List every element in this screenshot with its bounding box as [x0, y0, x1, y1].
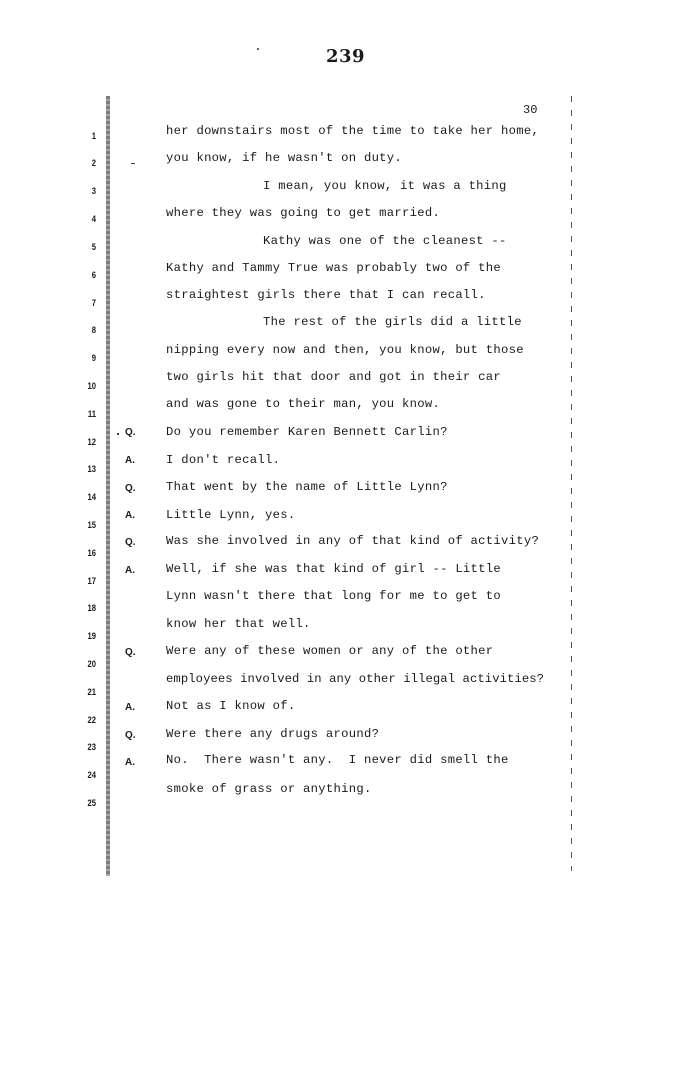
speaker-label: A. — [125, 565, 135, 576]
transcript-line: Well, if she was that kind of girl -- Little — [166, 562, 502, 576]
transcript-line: Not as I know of. — [166, 699, 296, 713]
transcript-line: Were there any drugs around? — [166, 727, 380, 741]
transcript-line: smoke of grass or anything. — [166, 782, 372, 796]
line-number: 22 — [87, 715, 96, 725]
transcript-line: Were any of these women or any of the other — [166, 644, 494, 658]
transcript-line: straightest girls there that I can recall. — [166, 288, 486, 302]
speaker-label: A. — [125, 510, 135, 521]
left-margin-rule — [106, 96, 110, 876]
line-number: 12 — [87, 437, 96, 447]
line-number: 15 — [87, 520, 96, 530]
speaker-label: A. — [125, 455, 135, 466]
line-number: 2 — [91, 158, 96, 168]
line-number: 21 — [87, 687, 96, 697]
line-number: 18 — [87, 603, 96, 613]
line-number: 1 — [91, 131, 96, 141]
line-number: 7 — [91, 298, 96, 308]
page-number: 239 — [325, 46, 366, 67]
transcript-page-number: 30 — [523, 103, 538, 117]
right-margin-rule — [571, 96, 572, 871]
line-number: 25 — [87, 798, 96, 808]
transcript-line: Kathy was one of the cleanest -- — [263, 234, 507, 248]
transcript-line: Was she involved in any of that kind of activity? — [166, 534, 540, 548]
transcript-line: Do you remember Karen Bennett Carlin? — [166, 425, 448, 439]
transcript-line: Kathy and Tammy True was probably two of the — [166, 261, 502, 275]
transcript-line: employees involved in any other illegal activities? — [166, 672, 545, 686]
line-number: 20 — [87, 659, 96, 669]
line-number: 10 — [87, 381, 96, 391]
line-number: 4 — [91, 214, 96, 224]
transcript-line: two girls hit that door and got in their car — [166, 370, 502, 384]
line-number: 17 — [87, 576, 96, 586]
transcript-line: Lynn wasn't there that long for me to get to — [166, 589, 502, 603]
transcript-line: Little Lynn, yes. — [166, 508, 296, 522]
transcript-line: where they was going to get married. — [166, 206, 441, 220]
transcript-line: I don't recall. — [166, 453, 281, 467]
speaker-label: Q. — [125, 483, 136, 494]
line-number: 16 — [87, 548, 96, 558]
speaker-dash-mark — [131, 163, 135, 164]
transcript-line: The rest of the girls did a little — [263, 315, 522, 329]
line-number: 24 — [87, 770, 96, 780]
transcript-line: No. There wasn't any. I never did smell the — [166, 753, 509, 767]
transcript-line: know her that well. — [166, 617, 311, 631]
transcript-line: you know, if he wasn't on duty. — [166, 151, 403, 165]
transcript-line: her downstairs most of the time to take her home, — [166, 124, 540, 138]
line-number: 14 — [87, 492, 96, 502]
line-number: 3 — [91, 186, 96, 196]
line-number: 11 — [87, 409, 96, 419]
speaker-label: A. — [125, 757, 135, 768]
speaker-label: Q. — [125, 730, 136, 741]
line-number: 8 — [91, 325, 96, 335]
line-number: 9 — [91, 353, 96, 363]
transcript-line: and was gone to their man, you know. — [166, 397, 441, 411]
speaker-label: Q. — [125, 537, 136, 548]
line-number: 13 — [87, 464, 96, 474]
line-number: 19 — [87, 631, 96, 641]
transcript-line: nipping every now and then, you know, but those — [166, 343, 524, 357]
speaker-label: A. — [125, 702, 135, 713]
transcript-line: That went by the name of Little Lynn? — [166, 480, 448, 494]
speaker-tick-mark — [117, 433, 119, 435]
transcript-line: I mean, you know, it was a thing — [263, 179, 507, 193]
speaker-label: Q. — [125, 647, 136, 658]
line-number: 23 — [87, 742, 96, 752]
speaker-label: Q. — [125, 427, 136, 438]
scan-speck — [257, 48, 259, 50]
line-number: 5 — [91, 242, 96, 252]
line-number: 6 — [91, 270, 96, 280]
